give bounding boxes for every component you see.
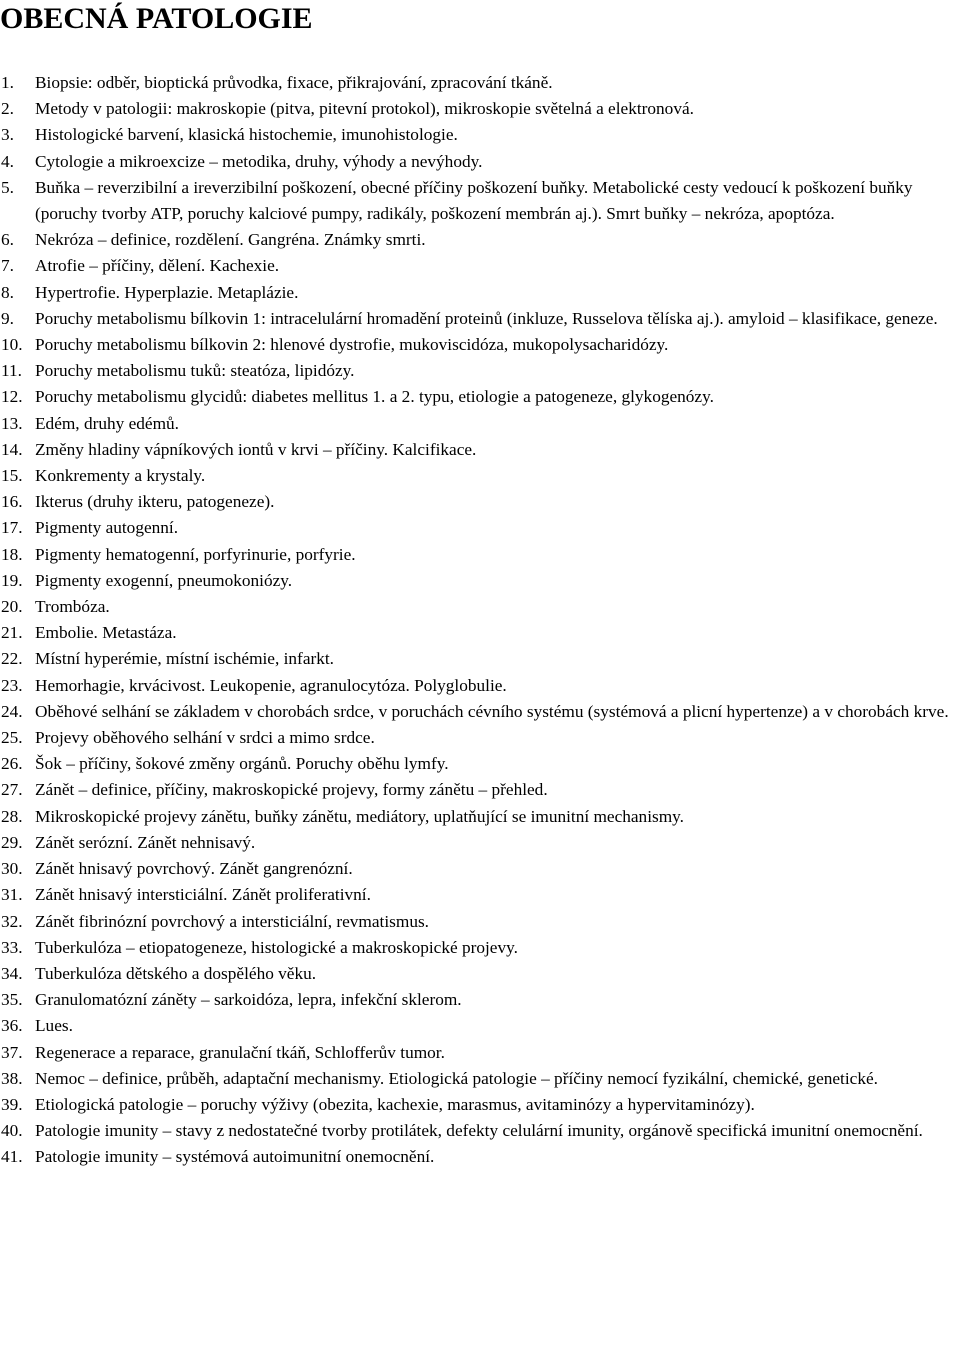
topic-text: Mikroskopické projevy zánětu, buňky zánětu, mediátory, uplatňující se imunitní mechanismy. xyxy=(35,806,685,826)
topic-text: Embolie. Metastáza. xyxy=(35,623,177,643)
topic-text: Trombóza. xyxy=(35,597,110,617)
topic-item xyxy=(0,515,960,541)
topic-text: Zánět hnisavý intersticiální. Zánět proliferativní. xyxy=(35,885,371,905)
topic-text: Nemoc – definice, průběh, adaptační mechanismy. Etiologická patologie – příčiny nemocí fyzikální, chemické, genetické. xyxy=(35,1068,878,1088)
topic-item xyxy=(0,1066,960,1092)
topic-item xyxy=(0,332,960,358)
topic-text: Nekróza – definice, rozdělení. Gangréna. Známky smrti. xyxy=(35,230,426,250)
topic-number: 22. xyxy=(1,649,23,669)
topic-text: Zánět serózní. Zánět nehnisavý. xyxy=(35,832,256,852)
topic-item xyxy=(0,227,960,253)
topic-number: 8. xyxy=(1,282,14,302)
topic-text: Tuberkulóza dětského a dospělého věku. xyxy=(35,963,317,983)
topic-text: Zánět – definice, příčiny, makroskopické projevy, formy zánětu – přehled. xyxy=(35,780,548,800)
topic-item xyxy=(0,358,960,384)
topic-number: 32. xyxy=(1,911,23,931)
topic-item xyxy=(0,463,960,489)
topic-item xyxy=(0,489,960,515)
topic-item xyxy=(0,646,960,672)
topic-text: Histologické barvení, klasická histochemie, imunohistologie. xyxy=(35,125,458,145)
topic-item xyxy=(0,1092,960,1118)
topic-item xyxy=(0,856,960,882)
topic-number: 38. xyxy=(1,1068,23,1088)
topic-number: 31. xyxy=(1,885,23,905)
topic-number: 23. xyxy=(1,675,23,695)
topic-number: 24. xyxy=(1,701,23,721)
topic-item xyxy=(0,70,960,96)
topic-text: Tuberkulóza – etiopatogeneze, histologické a makroskopické projevy. xyxy=(35,937,518,957)
topic-text: Biopsie: odběr, bioptická průvodka, fixace, přikrajování, zpracování tkáně. xyxy=(35,73,553,92)
topic-item xyxy=(0,804,960,830)
topic-text: Atrofie – příčiny, dělení. Kachexie. xyxy=(35,256,280,276)
topic-item xyxy=(0,306,960,332)
topic-item xyxy=(0,777,960,803)
topic-number: 15. xyxy=(1,466,23,486)
topic-number: 3. xyxy=(1,125,14,145)
topic-number: 19. xyxy=(1,570,23,590)
topic-item xyxy=(0,882,960,908)
topic-item xyxy=(0,1144,960,1170)
topic-number: 10. xyxy=(1,335,23,355)
topic-item xyxy=(0,961,960,987)
topic-text: Regenerace a reparace, granulační tkáň, Schlofferův tumor. xyxy=(35,1042,445,1062)
topic-item xyxy=(0,1040,960,1066)
topic-item xyxy=(0,175,960,227)
topic-item xyxy=(0,149,960,175)
topic-number: 20. xyxy=(1,597,23,617)
topic-text: Metody v patologii: makroskopie (pitva, pitevní protokol), mikroskopie světelná a elektronová. xyxy=(35,99,694,119)
topic-number: 14. xyxy=(1,439,23,459)
topic-number: 41. xyxy=(1,1147,23,1167)
topic-number: 25. xyxy=(1,728,23,748)
topic-item xyxy=(0,253,960,279)
topic-item xyxy=(0,1013,960,1039)
topic-text: Patologie imunity – stavy z nedostatečné tvorby protilátek, defekty celulární imunity, orgánově specifická imunitní onemocnění. xyxy=(35,1121,923,1141)
topic-number: 5. xyxy=(1,177,14,197)
topic-item xyxy=(0,542,960,568)
page-title: OBECNÁ PATOLOGIE xyxy=(0,2,313,35)
topic-number: 13. xyxy=(1,413,23,433)
topic-number: 9. xyxy=(1,308,14,328)
topic-text: Ikterus (druhy ikteru, patogeneze). xyxy=(35,492,275,512)
topic-number: 26. xyxy=(1,754,23,774)
topic-text: Edém, druhy edémů. xyxy=(35,413,179,433)
topic-text: Poruchy metabolismu glycidů: diabetes mellitus 1. a 2. typu, etiologie a patogeneze, glykogenózy. xyxy=(35,387,714,407)
topic-item xyxy=(0,620,960,646)
topic-text: Granulomatózní záněty – sarkoidóza, lepra, infekční sklerom. xyxy=(35,990,462,1010)
topic-number: 35. xyxy=(1,990,23,1010)
topic-number: 39. xyxy=(1,1094,23,1114)
topic-number: 6. xyxy=(1,230,14,250)
topic-text: Poruchy metabolismu bílkovin 2: hlenové dystrofie, mukoviscidóza, mukopolysacharidózy. xyxy=(35,335,669,355)
topic-text: Pigmenty exogenní, pneumokoniózy. xyxy=(35,570,293,590)
topic-number: 40. xyxy=(1,1121,23,1141)
topic-text: Konkrementy a krystaly. xyxy=(35,466,206,486)
topic-text: Buňka – reverzibilní a ireverzibilní poškození, obecné příčiny poškození buňky. Metabolické cesty vedoucí k poškození buňky (poruchy tvorby ATP, poruchy kalciové pumpy, radikály, poškození membrán aj.). Smrt buňky – nekróza, apoptóza. xyxy=(35,177,913,224)
topic-item xyxy=(0,384,960,410)
topic-item xyxy=(0,411,960,437)
topic-number: 34. xyxy=(1,963,23,983)
topic-text: Lues. xyxy=(35,1016,73,1036)
topic-number: 27. xyxy=(1,780,23,800)
topic-item xyxy=(0,568,960,594)
topic-text: Hemorhagie, krvácivost. Leukopenie, agranulocytóza. Polyglobulie. xyxy=(35,675,507,695)
topic-item xyxy=(0,122,960,148)
topic-number: 4. xyxy=(1,151,14,171)
topic-item xyxy=(0,96,960,122)
topic-item xyxy=(0,751,960,777)
topic-text: Pigmenty autogenní. xyxy=(35,518,179,538)
topic-number: 29. xyxy=(1,832,23,852)
topic-number: 37. xyxy=(1,1042,23,1062)
topic-number: 21. xyxy=(1,623,23,643)
topic-text: Zánět fibrinózní povrchový a intersticiální, revmatismus. xyxy=(35,911,430,931)
topic-number: 7. xyxy=(1,256,14,276)
topic-number: 1. xyxy=(1,73,14,92)
topic-number: 33. xyxy=(1,937,23,957)
topic-list xyxy=(0,70,960,1171)
topic-item xyxy=(0,673,960,699)
topic-text: Pigmenty hematogenní, porfyrinurie, porfyrie. xyxy=(35,544,356,564)
topic-item xyxy=(0,1118,960,1144)
topic-text: Patologie imunity – systémová autoimunitní onemocnění. xyxy=(35,1147,435,1167)
topic-number: 17. xyxy=(1,518,23,538)
topic-text: Změny hladiny vápníkových iontů v krvi – příčiny. Kalcifikace. xyxy=(35,439,477,459)
topic-item xyxy=(0,280,960,306)
topic-text: Projevy oběhového selhání v srdci a mimo srdce. xyxy=(35,728,375,748)
topic-text: Poruchy metabolismu tuků: steatóza, lipidózy. xyxy=(35,361,355,381)
topic-item xyxy=(0,699,960,725)
topic-number: 11. xyxy=(1,361,22,381)
topic-item xyxy=(0,594,960,620)
topic-number: 16. xyxy=(1,492,23,512)
topic-number: 28. xyxy=(1,806,23,826)
topic-item xyxy=(0,909,960,935)
topic-text: Cytologie a mikroexcize – metodika, druhy, výhody a nevýhody. xyxy=(35,151,483,171)
topic-text: Místní hyperémie, místní ischémie, infarkt. xyxy=(35,649,335,669)
topic-item xyxy=(0,935,960,961)
topic-item xyxy=(0,437,960,463)
topic-number: 36. xyxy=(1,1016,23,1036)
topic-text: Oběhové selhání se základem v chorobách srdce, v poruchách cévního systému (systémová a plicní hypertenze) a v chorobách krve. xyxy=(35,701,949,721)
topic-text: Etiologická patologie – poruchy výživy (obezita, kachexie, marasmus, avitaminózy a hypervitaminózy). xyxy=(35,1094,755,1114)
topic-item xyxy=(0,830,960,856)
topic-number: 30. xyxy=(1,859,23,879)
topic-text: Poruchy metabolismu bílkovin 1: intracelulární hromadění proteinů (inkluze, Russelova tělíska aj.). amyloid – klasifikace, geneze. xyxy=(35,308,938,328)
topic-item xyxy=(0,725,960,751)
topic-text: Hypertrofie. Hyperplazie. Metaplázie. xyxy=(35,282,299,302)
topic-text: Zánět hnisavý povrchový. Zánět gangrenózní. xyxy=(35,859,353,879)
topic-number: 18. xyxy=(1,544,23,564)
topic-number: 2. xyxy=(1,99,14,119)
topic-item xyxy=(0,987,960,1013)
topic-text: Šok – příčiny, šokové změny orgánů. Poruchy oběhu lymfy. xyxy=(35,754,449,774)
topic-number: 12. xyxy=(1,387,23,407)
